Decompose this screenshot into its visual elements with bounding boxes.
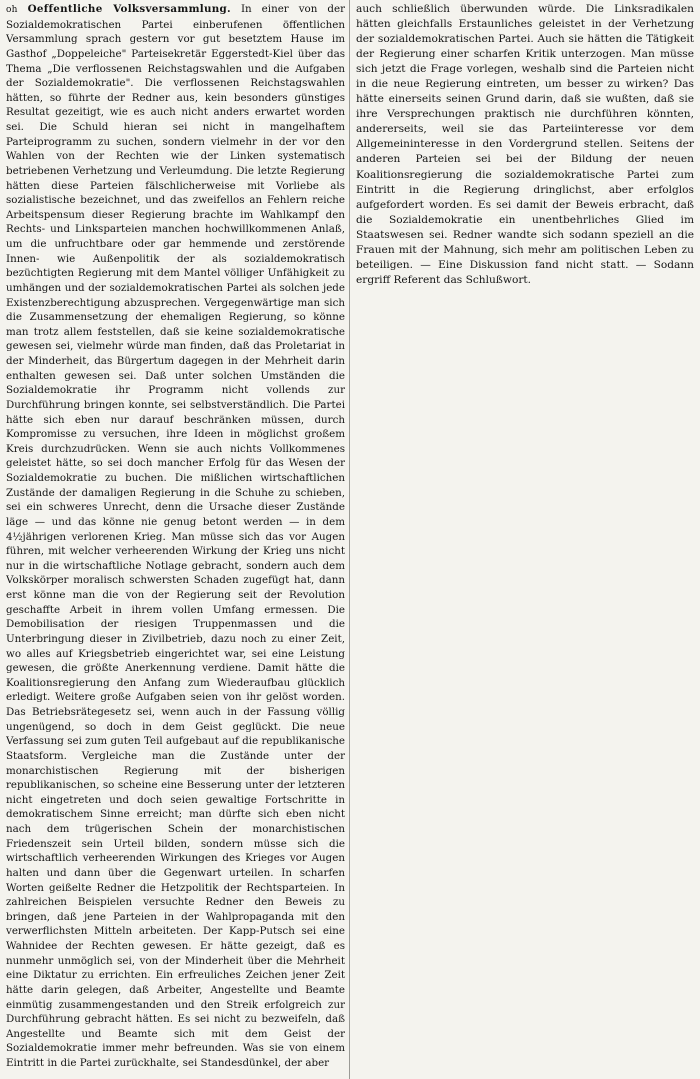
article-body-left: In einer von der Sozialdemokratischen Partei einberufenen öffentlichen Versammlung sprach gestern vor gut besetztem Hause im Gasthof „Doppeleiche" Parteisekretär Eggerstedt-Kiel über das Thema „Die verflossenen Reichstagswahlen und die Aufgaben der Sozialdemokratie". Die verflossenen Reichstagswahlen hätten, so führte der Redner aus, kein besonders günstiges Resultat gezeitigt, wie es auch nicht anders erwartet worden sei. Die Schuld hieran sei nicht in mangelhaftem Parteiprogramm zu suchen, sondern vielmehr in der vor den Wahlen von der Rechten wie der Linken systematisch betriebenen Verhetzung und Verleumdung. Die letzte Regierung hätten diese Parteien fälschlicherweise mit Vorliebe als sozialistische bezeichnet, und das zweifellos an Fehlern reiche Arbeitspensum dieser Regierung brachte im Wahlkampf den Rechts- und Linksparteien manchen hochwillkommenen Anlaß, um die unfruchtbare oder gar hemmende und zerstörende Innen- wie Außenpolitik der als sozialdemokratisch bezüchtigten Regierung mit dem Mantel völliger Unfähigkeit zu umhängen und der sozialdemokratischen Partei als solchen jede Existenzberechtigung abzusprechen. Vergegenwärtige man sich die Zusammensetzung der ehemaligen Regierung, so könne man trotz allem feststellen, daß sie keine sozialdemokratische gewesen sei, vielmehr würde man finden, daß das Proletariat in der Minderheit, das Bürgertum dagegen in der Mehrheit darin enthalten gewesen sei. Daß unter solchen Umständen die Sozialdemokratie ihr Programm nicht vollends zur Durchführung bringen konnte, sei selbstverständlich. Die Partei hätte sich eben nur darauf beschränken müssen, durch Kompromisse zu versuchen, ihre Ideen in möglichst großem Kreis durchzudrücken. Wenn sie auch nichts Vollkommenes geleistet hätte, so sei doch mancher Erfolg für das Wesen der Sozialdemokratie zu buchen. Die mißlichen wirtschaftlichen Zustände der damaligen Regierung in die Schuhe zu schieben, sei ein schweres Unrecht, denn die Ursache dieser Zustände läge — und das könne nie genug betont werden — in dem 4½jährigen verlorenen Krieg. Man müsse sich das vor Augen führen, mit welcher verheerenden Wirkung der Krieg uns nicht nur in die wirtschaftliche Notlage gebracht, sondern auch dem Volkskörper moralisch schwersten Schaden zugefügt hat, dann erst könne man die von der Regierung seit der Revolution geschaffte Arbeit in ihrem vollen Umfang ermessen. Die Demobilisation der riesigen Truppenmassen und die Unterbringung dieser in Zivilbetrieb, dazu noch zu einer Zeit, wo alles auf Kriegsbetrieb eingerichtet war, sei eine Leistung gewesen, die größte Anerkennung verdiene. Damit hätte die Koalitionsregierung den Anfang zum Wiederaufbau glücklich erledigt. Weitere große Aufgaben seien von ihr gelöst worden. Das Betriebsrätegesetz sei, wenn auch in der Fassung völlig ungenügend, so doch in dem Geist geglückt. Die neue Verfassung sei zum guten Teil aufgebaut auf die republikanische Staatsform. Vergleiche man die Zustände unter der monarchistischen Regierung mit der bisherigen republikanischen, so scheine eine Besserung unter der letzteren nicht eingetreten und doch seien gewaltige Fortschritte in demokratischem Sinne erreicht; man dürfte sich eben nicht nach dem trügerischen Schein der monarchistischen Friedenszeit sein Urteil bilden, sondern müsse sich die wirtschaftlich verheerenden Wirkungen des Krieges vor Augen halten und dann über die Gegenwart urteilen. In scharfen Worten geißelte Redner die Hetzpolitik der Rechtsparteien. In zahlreichen Beispielen versuchte Redner den Beweis zu bringen, daß jene Parteien in der Wahlpropaganda mit den verwerflichsten Mitteln arbeiteten. Der Kapp-Putsch sei eine Wahnidee der Rechten gewesen. Er hätte gezeigt, daß es nunmehr unmöglich sei, von der Minderheit über die Mehrheit eine Diktatur zu errichten. Ein erfreuliches Zeichen jener Zeit hätte darin gelegen, daß Arbeiter, Angestellte und Beamte einmütig zusammengestanden und den Streik erfolgreich zur Durchführung gebracht hätten. Es sei nicht zu bezweifeln, daß Angestellte und Beamte sich mit dem Geist der Sozialdemokratie immer mehr befreunden. Was sie von einem Eintritt in die Partei zurückhalte, sei Standesdünkel, der aber (6, 3, 345, 1069)
correspondent-marker: oh (6, 5, 18, 15)
article-column-left (6, 2, 345, 1076)
article-paragraph (6, 2, 345, 1071)
article-body-right: auch schließlich überwunden würde. Die Linksradikalen hätten gleichfalls Erstaunliches geleistet in der Verhetzung der sozialdemokratischen Partei. Auch sie hätten die Tätigkeit der Regierung einer scharfen Kritik unterzogen. Man müsse sich jetzt die Frage vorlegen, weshalb sind die Parteien nicht in die neue Regierung eintreten, um besser zu wirken? Das hätte einerseits seinen Grund darin, daß sie wußten, daß sie ihre Versprechungen praktisch nie durchführen könnten, andererseits, weil sie das Parteiinteresse vor dem Allgemeininteresse in den Vordergrund stellen. Seitens der anderen Parteien sei bei der Bildung der neuen Koalitionsregierung die sozialdemokratische Partei zum Eintritt in die Regierung dringlichst, aber erfolglos aufgefordert worden. Es sei damit der Beweis erbracht, daß die Sozialdemokratie ein unentbehrliches Glied im Staatswesen sei. Redner wandte sich sodann speziell an die Frauen mit der Mahnung, sich mehr am politischen Leben zu beteiligen. — Eine Diskussion fand nicht statt. — Sodann ergriff Referent das Schlußwort. (356, 3, 694, 286)
column-divider (349, 0, 350, 1079)
article-headline: Oeffentliche Volksversammlung. (27, 3, 231, 15)
article-column-right (356, 2, 694, 302)
